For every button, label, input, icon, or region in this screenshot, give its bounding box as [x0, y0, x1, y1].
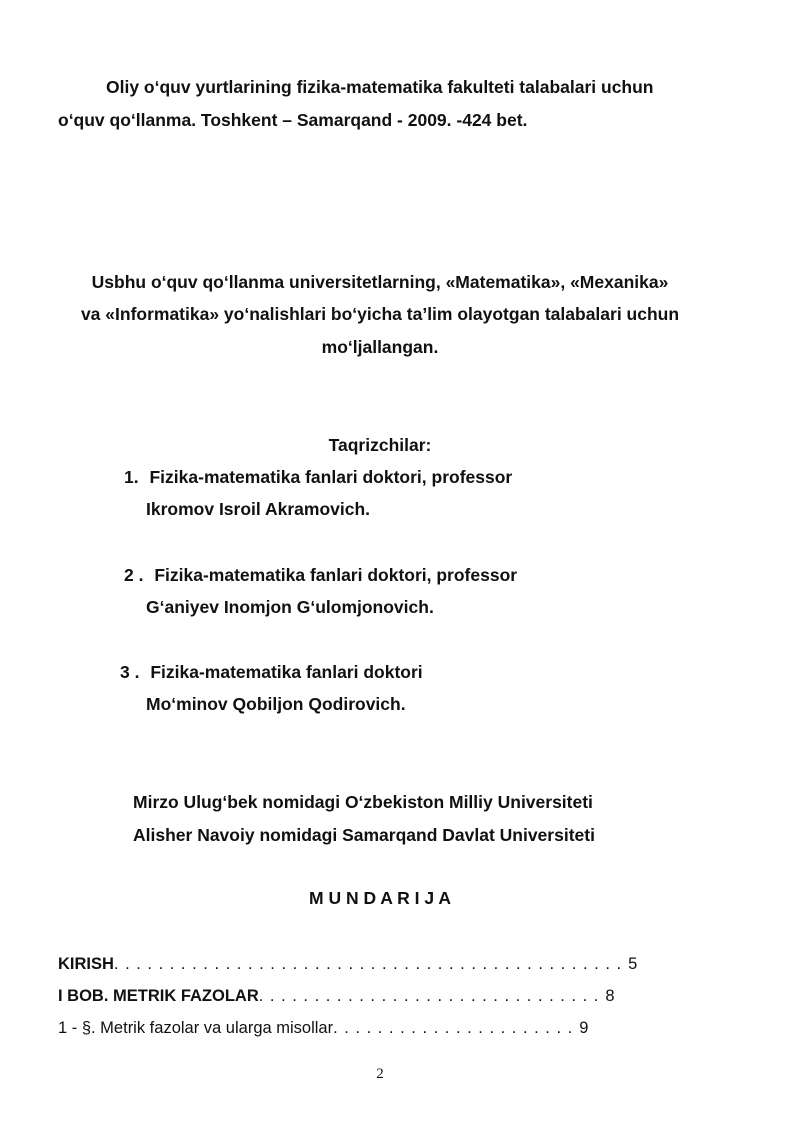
toc-leader-dots: . . . . . . . . . . . . . . . . . . . . . . . . . . . . . . . . . . . . . . . . . . . . . . [113, 955, 623, 973]
toc-row-section-1[interactable] [58, 1019, 588, 1038]
institution-1: Mirzo Ulug‘bek nomidagi O‘zbekiston Milliy Universiteti [133, 792, 593, 812]
institution-2: Alisher Navoiy nomidagi Samarqand Davlat Universiteti [133, 825, 595, 845]
toc-row-kirish[interactable] [58, 955, 637, 974]
toc-page-number: 5 [628, 955, 638, 973]
toc-page-number: 8 [605, 987, 615, 1005]
reviewer-1-name: Ikromov Isroil Akramovich. [146, 499, 371, 519]
toc-page-number: 9 [579, 1019, 589, 1037]
purpose-line-1: Usbhu o‘quv qo‘llanma universitetlarning, «Matematika», «Mexanika» [91, 272, 669, 292]
reviewer-3-degree: Fizika-matematika fanlari doktori [150, 662, 423, 682]
reviewers-heading: Taqrizchilar: [328, 435, 432, 455]
toc-leader-dots: . . . . . . . . . . . . . . . . . . . . . . [333, 1019, 574, 1037]
page-number: 2 [376, 1066, 384, 1082]
toc-row-chapter-1[interactable] [58, 987, 615, 1006]
description-line-2: o‘quv qo‘llanma. Toshkent – Samarqand - 2009. -424 bet. [58, 110, 528, 130]
toc-label: I BOB. METRIK FAZOLAR [58, 987, 259, 1005]
toc-label: 1 - §. Metrik fazolar va ularga misollar [58, 1019, 334, 1037]
reviewer-1-number: 1. [124, 467, 139, 487]
purpose-line-2: va «Informatika» yo‘nalishlari bo‘yicha ta’lim olayotgan talabalari uchun [80, 304, 680, 324]
description-line-1: Oliy o‘quv yurtlarining fizika-matematika fakulteti talabalari uchun [106, 77, 654, 97]
toc-leader-dots: . . . . . . . . . . . . . . . . . . . . . . . . . . . . . . . [258, 987, 600, 1005]
purpose-line-3: mo‘ljallangan. [321, 337, 439, 357]
contents-heading: M U N D A R I J A [309, 888, 451, 908]
reviewer-2-degree: Fizika-matematika fanlari doktori, professor [154, 565, 518, 585]
reviewer-2-number: 2 . [124, 565, 144, 585]
reviewer-2-name: G‘aniyev Inomjon G‘ulomjonovich. [146, 597, 434, 617]
reviewer-1-degree: Fizika-matematika fanlari doktori, professor [149, 467, 513, 487]
toc-label: KIRISH [58, 955, 114, 973]
reviewer-3-name: Mo‘minov Qobiljon Qodirovich. [146, 694, 406, 714]
reviewer-3-title [120, 662, 423, 683]
reviewer-3-number: 3 . [120, 662, 140, 682]
reviewer-2-title [124, 565, 517, 586]
reviewer-1-title [124, 467, 512, 488]
